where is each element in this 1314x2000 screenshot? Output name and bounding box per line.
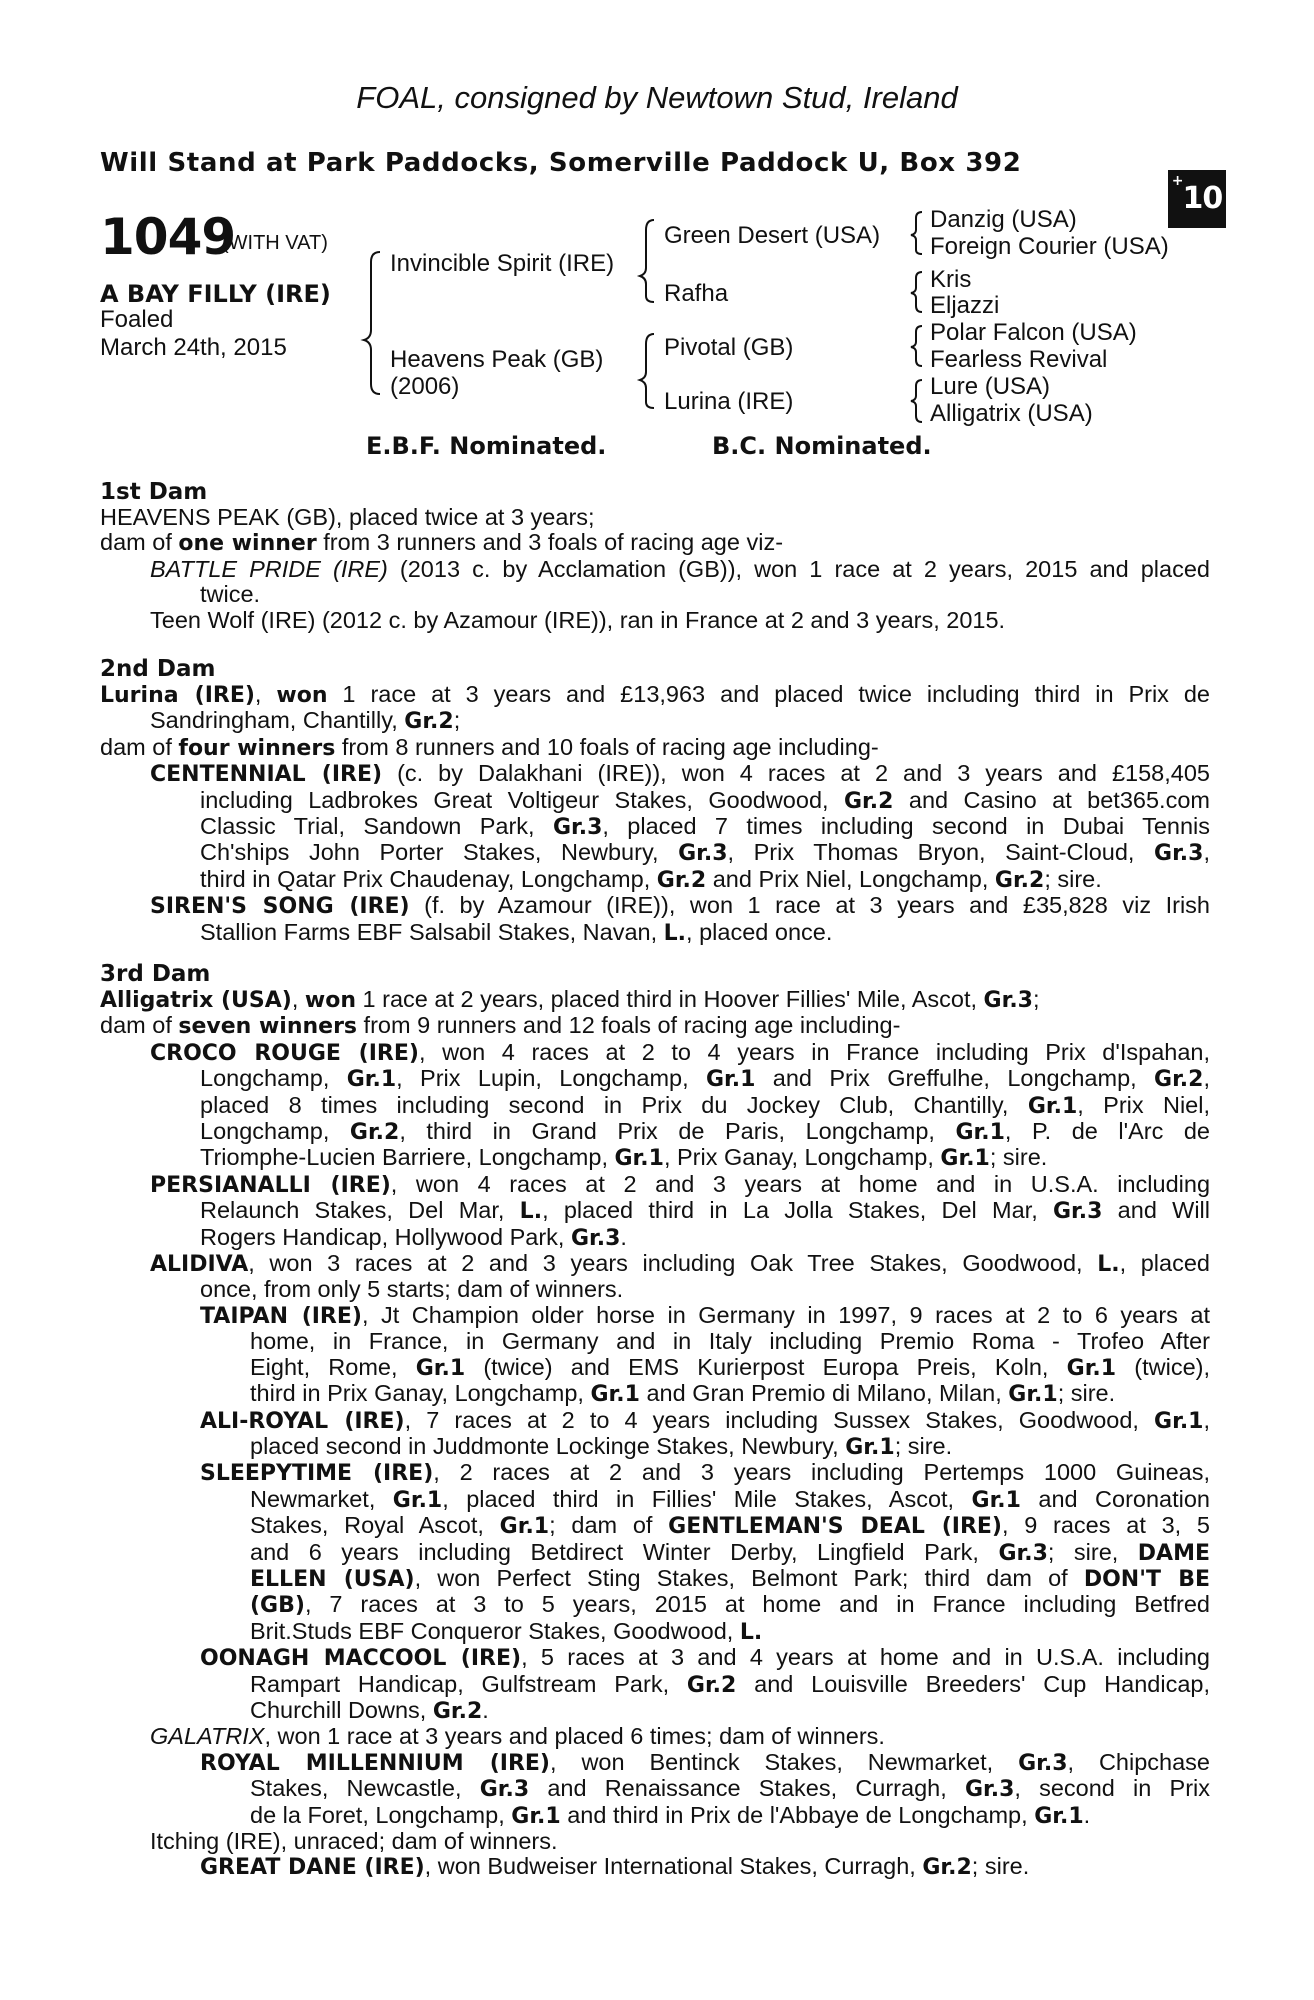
- text-line: CROCO ROUGE (IRE), won 4 races at 2 to 4 years in France including Prix d'Ispahan,: [150, 1038, 1211, 1066]
- second-dam-body: [100, 682, 1210, 946]
- dam-year: (2006): [390, 373, 460, 400]
- sire: Invincible Spirit (IRE): [390, 250, 615, 277]
- ebf-nominated: E.B.F. Nominated.: [366, 432, 607, 460]
- text-line: dam of one winner from 3 runners and 3 foals of racing age viz-: [100, 529, 784, 557]
- text-line: placed second in Juddmonte Lockinge Stakes, Newbury, Gr.1; sire.: [250, 1432, 953, 1460]
- text-line: Churchill Downs, Gr.2.: [250, 1696, 489, 1724]
- text-line: ALIDIVA, won 3 races at 2 and 3 years including Oak Tree Stakes, Goodwood, L., placed: [150, 1250, 1210, 1278]
- text-line: Longchamp, Gr.1, Prix Lupin, Longchamp, Gr.1 and Prix Greffulhe, Longchamp, Gr.2,: [200, 1065, 1210, 1093]
- text-line: ELLEN (USA), won Perfect Sting Stakes, Belmont Park; third dam of DON'T BE: [250, 1564, 1210, 1592]
- text-line: Rogers Handicap, Hollywood Park, Gr.3.: [200, 1223, 627, 1251]
- text-line: OONAGH MACCOOL (IRE), 5 races at 3 and 4 years at home and in U.S.A. including: [200, 1644, 1211, 1672]
- text-line: SLEEPYTIME (IRE), 2 races at 2 and 3 years including Pertemps 1000 Guineas,: [200, 1459, 1210, 1487]
- third-dam-heading: 3rd Dam: [100, 961, 211, 987]
- first-dam-heading: 1st Dam: [100, 479, 208, 505]
- text-line: HEAVENS PEAK (GB), placed twice at 3 years;: [100, 504, 595, 530]
- text-line: ALI-ROYAL (IRE), 7 races at 2 to 4 years including Sussex Stakes, Goodwood, Gr.1,: [200, 1406, 1211, 1434]
- third-dam-body: [100, 987, 1210, 1881]
- text-line: Relaunch Stakes, Del Mar, L., placed third in La Jolla Stakes, Del Mar, Gr.3 and Will: [200, 1197, 1210, 1225]
- second-dam-heading: 2nd Dam: [100, 656, 216, 682]
- text-line: Sandringham, Chantilly, Gr.2;: [150, 707, 461, 735]
- text-line: Alligatrix (USA), won 1 race at 2 years, placed third in Hoover Fillies' Mile, Ascot, Gr.3;: [100, 986, 1040, 1013]
- text-line: BATTLE PRIDE (IRE) (2013 c. by Acclamation (GB)), won 1 race at 2 years, 2015 and placed: [150, 555, 1210, 582]
- text-line: dam of four winners from 8 runners and 10 foals of racing age including-: [100, 733, 879, 761]
- text-line: Brit.Studs EBF Conqueror Stakes, Goodwood, L.: [250, 1617, 763, 1645]
- gen3-8: Alligatrix (USA): [930, 400, 1093, 427]
- text-line: Lurina (IRE), won 1 race at 3 years and £13,963 and placed twice including third in Prix de: [100, 681, 1210, 708]
- pedigree-braces: [0, 0, 1314, 460]
- text-line: de la Foret, Longchamp, Gr.1 and third in Prix de l'Abbaye de Longchamp, Gr.1.: [250, 1801, 1091, 1829]
- text-line: Teen Wolf (IRE) (2012 c. by Azamour (IRE)), ran in France at 2 and 3 years, 2015.: [150, 606, 1006, 633]
- text-line: GALATRIX, won 1 race at 3 years and placed 6 times; dam of winners.: [150, 1723, 885, 1750]
- text-line: GREAT DANE (IRE), won Budweiser International Stakes, Curragh, Gr.2; sire.: [200, 1853, 1030, 1881]
- text-line: Itching (IRE), unraced; dam of winners.: [150, 1828, 558, 1854]
- text-line: and 6 years including Betdirect Winter Derby, Lingfield Park, Gr.3; sire, DAME: [250, 1538, 1211, 1566]
- badge-sup: +: [1171, 173, 1183, 189]
- text-line: third in Qatar Prix Chaudenay, Longchamp, Gr.2 and Prix Niel, Longchamp, Gr.2; sire.: [200, 865, 1102, 893]
- text-line: Ch'ships John Porter Stakes, Newbury, Gr.3, Prix Thomas Bryon, Saint-Cloud, Gr.3,: [200, 839, 1210, 867]
- text-line: Newmarket, Gr.1, placed third in Fillies' Mile Stakes, Ascot, Gr.1 and Coronation: [250, 1485, 1210, 1513]
- foaled-date: March 24th, 2015: [100, 334, 287, 361]
- text-line: dam of seven winners from 9 runners and 12 foals of racing age including-: [100, 1012, 901, 1040]
- gen3-3: Kris: [930, 266, 972, 293]
- text-line: Stallion Farms EBF Salsabil Stakes, Navan, L., placed once.: [200, 918, 833, 946]
- gen3-2: Foreign Courier (USA): [930, 233, 1169, 260]
- text-line: once, from only 5 starts; dam of winners.: [200, 1276, 624, 1303]
- text-line: (GB), 7 races at 3 to 5 years, 2015 at home and in France including Betfred: [250, 1591, 1210, 1619]
- second-dam-section: [100, 657, 1210, 946]
- text-line: TAIPAN (IRE), Jt Champion older horse in Germany in 1997, 9 races at 2 to 6 years at: [200, 1301, 1211, 1329]
- foaled-label: Foaled: [100, 306, 174, 333]
- sire-sire: Green Desert (USA): [664, 222, 881, 249]
- text-line: Stakes, Royal Ascot, Gr.1; dam of GENTLEMAN'S DEAL (IRE), 9 races at 3, 5: [250, 1512, 1210, 1540]
- text-line: SIREN'S SONG (IRE) (f. by Azamour (IRE)), won 1 race at 3 years and £35,828 viz Irish: [150, 892, 1211, 920]
- badge-number: 10: [1182, 181, 1223, 216]
- text-line: third in Prix Ganay, Longchamp, Gr.1 and Gran Premio di Milano, Milan, Gr.1; sire.: [250, 1380, 1116, 1408]
- dam: Heavens Peak (GB): [390, 346, 604, 373]
- sire-dam: Rafha: [664, 280, 729, 307]
- text-line: Eight, Rome, Gr.1 (twice) and EMS Kurierpost Europa Preis, Koln, Gr.1 (twice),: [250, 1353, 1211, 1381]
- bc-nominated: B.C. Nominated.: [712, 432, 932, 460]
- vat-note: (WITH VAT): [222, 232, 328, 254]
- text-line: ROYAL MILLENNIUM (IRE), won Bentinck Stakes, Newmarket, Gr.3, Chipchase: [200, 1748, 1210, 1776]
- text-line: Triomphe-Lucien Barriere, Longchamp, Gr.1, Prix Ganay, Longchamp, Gr.1; sire.: [200, 1144, 1048, 1172]
- text-line: twice.: [200, 581, 261, 608]
- text-line: PERSIANALLI (IRE), won 4 races at 2 and 3 years at home and in U.S.A. including: [150, 1170, 1211, 1198]
- text-line: Rampart Handicap, Gulfstream Park, Gr.2 and Louisville Breeders' Cup Handicap,: [250, 1670, 1210, 1698]
- text-line: placed 8 times including second in Prix du Jockey Club, Chantilly, Gr.1, Prix Niel,: [200, 1091, 1210, 1119]
- text-line: Stakes, Newcastle, Gr.3 and Renaissance Stakes, Curragh, Gr.3, second in Prix: [250, 1775, 1211, 1803]
- third-dam-section: [100, 962, 1210, 1881]
- first-dam-section: [100, 480, 1210, 633]
- gen3-6: Fearless Revival: [930, 346, 1108, 373]
- gen3-4: Eljazzi: [930, 292, 1000, 319]
- dam-dam: Lurina (IRE): [664, 388, 794, 415]
- text-line: CENTENNIAL (IRE) (c. by Dalakhani (IRE)), won 4 races at 2 and 3 years and £158,405: [150, 760, 1210, 788]
- text-line: home, in France, in Germany and in Italy including Premio Roma - Trofeo After: [250, 1328, 1210, 1355]
- horse-description: A BAY FILLY (IRE): [100, 280, 331, 308]
- lot-number: 1049: [100, 208, 236, 266]
- gen3-1: Danzig (USA): [930, 206, 1077, 233]
- text-line: Classic Trial, Sandown Park, Gr.3, placed 7 times including second in Dubai Tennis: [200, 813, 1210, 841]
- gen3-7: Lure (USA): [930, 373, 1051, 400]
- consignor-line: FOAL, consigned by Newtown Stud, Ireland: [356, 80, 958, 115]
- first-dam-body: [100, 505, 1210, 633]
- dam-sire: Pivotal (GB): [664, 334, 794, 361]
- stand-location-line: Will Stand at Park Paddocks, Somerville Paddock U, Box 392: [100, 148, 1022, 178]
- text-line: including Ladbrokes Great Voltigeur Stakes, Goodwood, Gr.2 and Casino at bet365.com: [200, 786, 1210, 814]
- text-line: Longchamp, Gr.2, third in Grand Prix de Paris, Longchamp, Gr.1, P. de l'Arc de: [200, 1118, 1211, 1146]
- gen3-5: Polar Falcon (USA): [930, 319, 1137, 346]
